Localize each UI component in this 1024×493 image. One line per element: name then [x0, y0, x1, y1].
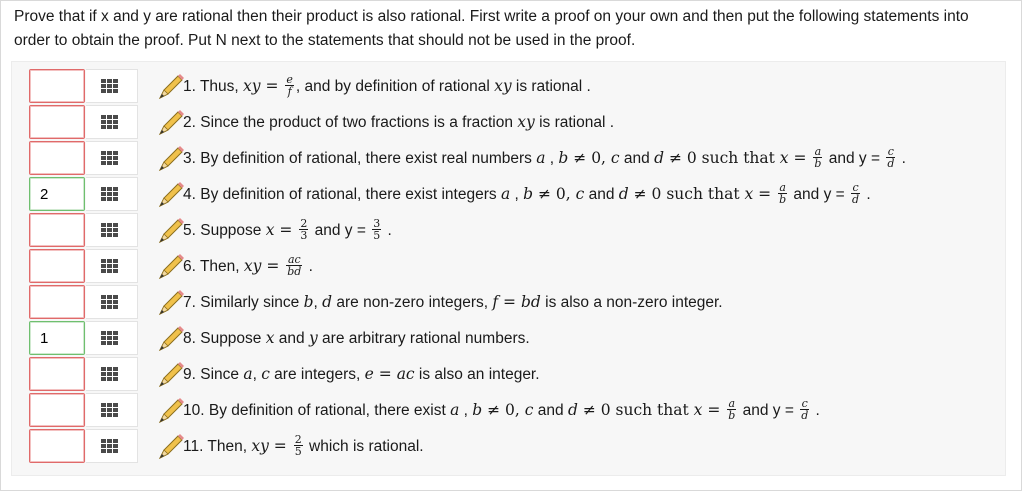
pencil-icon[interactable]: [156, 144, 186, 174]
pencil-icon[interactable]: [156, 72, 186, 102]
grid-icon: [101, 115, 118, 130]
fraction: $\frac{3}{5}$: [373, 217, 381, 243]
statement-text-1: 1. Thus, xy = $\frac{e}{f}$ , and by definition of rational xy is rational .: [183, 73, 591, 99]
statement-row-10: [29, 392, 1009, 428]
pencil-icon[interactable]: [156, 252, 186, 282]
reorder-handle-5[interactable]: [86, 213, 138, 247]
fraction: $\frac{ac}{bd}$: [287, 253, 302, 279]
statement-text-7: 7. Similarly since b, d are non-zero integers, f = bd is also a non-zero integer.: [183, 293, 723, 311]
reorder-handle-8[interactable]: [86, 321, 138, 355]
statement-text-3: 3. By definition of rational, there exist real numbers a , b ≠ 0, c and d ≠ 0 such that x = $\frac{a}{b}$ and y = $\frac{c}{d}$ .: [183, 145, 906, 171]
statement-text-11: 11. Then, xy = $\frac{2}{5}$ which is rational.: [183, 433, 424, 459]
pencil-icon[interactable]: [156, 108, 186, 138]
fraction: $\frac{2}{5}$: [294, 433, 302, 459]
grid-icon: [101, 439, 118, 454]
answer-input-11[interactable]: [29, 429, 85, 463]
pencil-icon[interactable]: [156, 432, 186, 462]
grid-icon: [101, 79, 118, 94]
reorder-handle-3[interactable]: [86, 141, 138, 175]
pencil-icon[interactable]: [156, 288, 186, 318]
fraction: $\frac{a}{b}$: [728, 397, 736, 423]
answer-input-4[interactable]: [29, 177, 85, 211]
grid-icon: [101, 295, 118, 310]
answer-input-5[interactable]: [29, 213, 85, 247]
statement-row-6: [29, 248, 1009, 284]
reorder-handle-6[interactable]: [86, 249, 138, 283]
statement-row-8: [29, 320, 1009, 356]
answer-input-10[interactable]: [29, 393, 85, 427]
pencil-icon[interactable]: [156, 324, 186, 354]
grid-icon: [101, 367, 118, 382]
reorder-handle-11[interactable]: [86, 429, 138, 463]
fraction: $\frac{c}{d}$: [852, 181, 860, 207]
grid-icon: [101, 151, 118, 166]
question-prompt: Prove that if x and y are rational then their product is also rational. First write a proof on your own and then put the following statements into order to obtain the proof. Put N next to the statements that should not be used in the proof.: [14, 8, 969, 49]
grid-icon: [101, 259, 118, 274]
statement-row-2: [29, 104, 1009, 140]
answer-input-1[interactable]: [29, 69, 85, 103]
statement-row-7: [29, 284, 1009, 320]
fraction: $\frac{c}{d}$: [887, 145, 895, 171]
reorder-handle-1[interactable]: [86, 69, 138, 103]
fraction: $\frac{2}{3}$: [300, 217, 308, 243]
statement-text-9: 9. Since a, c are integers, e = ac is also an integer.: [183, 365, 540, 383]
fraction: $\frac{a}{b}$: [814, 145, 822, 171]
answer-input-7[interactable]: [29, 285, 85, 319]
pencil-icon[interactable]: [156, 180, 186, 210]
fraction: $\frac{e}{f}$: [286, 73, 293, 99]
statement-text-4: 4. By definition of rational, there exist integers a , b ≠ 0, c and d ≠ 0 such that x = $\frac{a}{b}$ and y = $\frac{c}{d}$ .: [183, 181, 871, 207]
statement-text-6: 6. Then, xy = $\frac{ac}{bd}$ .: [183, 253, 313, 279]
statement-row-5: [29, 212, 1009, 248]
grid-icon: [101, 223, 118, 238]
answer-input-6[interactable]: [29, 249, 85, 283]
reorder-handle-10[interactable]: [86, 393, 138, 427]
statement-text-8: 8. Suppose x and y are arbitrary rational numbers.: [183, 329, 530, 347]
statement-text-5: 5. Suppose x = $\frac{2}{3}$ and y = $\frac{3}{5}$ .: [183, 217, 392, 243]
answer-input-3[interactable]: [29, 141, 85, 175]
statement-text-10: 10. By definition of rational, there exist a , b ≠ 0, c and d ≠ 0 such that x = $\frac{a}{b}$ and y = $\frac{c}{d}$ .: [183, 397, 820, 423]
answer-input-8[interactable]: [29, 321, 85, 355]
statement-text-2: 2. Since the product of two fractions is a fraction xy is rational .: [183, 113, 615, 131]
statement-row-11: [29, 428, 1009, 464]
answer-input-2[interactable]: [29, 105, 85, 139]
pencil-icon[interactable]: [156, 216, 186, 246]
pencil-icon[interactable]: [156, 360, 186, 390]
statement-row-9: [29, 356, 1009, 392]
statement-row-4: [29, 176, 1009, 212]
reorder-handle-9[interactable]: [86, 357, 138, 391]
grid-icon: [101, 403, 118, 418]
reorder-handle-7[interactable]: [86, 285, 138, 319]
fraction: $\frac{c}{d}$: [801, 397, 809, 423]
answer-panel: [11, 61, 1006, 476]
reorder-handle-2[interactable]: [86, 105, 138, 139]
pencil-icon[interactable]: [156, 396, 186, 426]
statement-row-1: [29, 68, 1009, 104]
statement-row-3: [29, 140, 1009, 176]
fraction: $\frac{a}{b}$: [779, 181, 787, 207]
reorder-handle-4[interactable]: [86, 177, 138, 211]
answer-input-9[interactable]: [29, 357, 85, 391]
grid-icon: [101, 187, 118, 202]
grid-icon: [101, 331, 118, 346]
